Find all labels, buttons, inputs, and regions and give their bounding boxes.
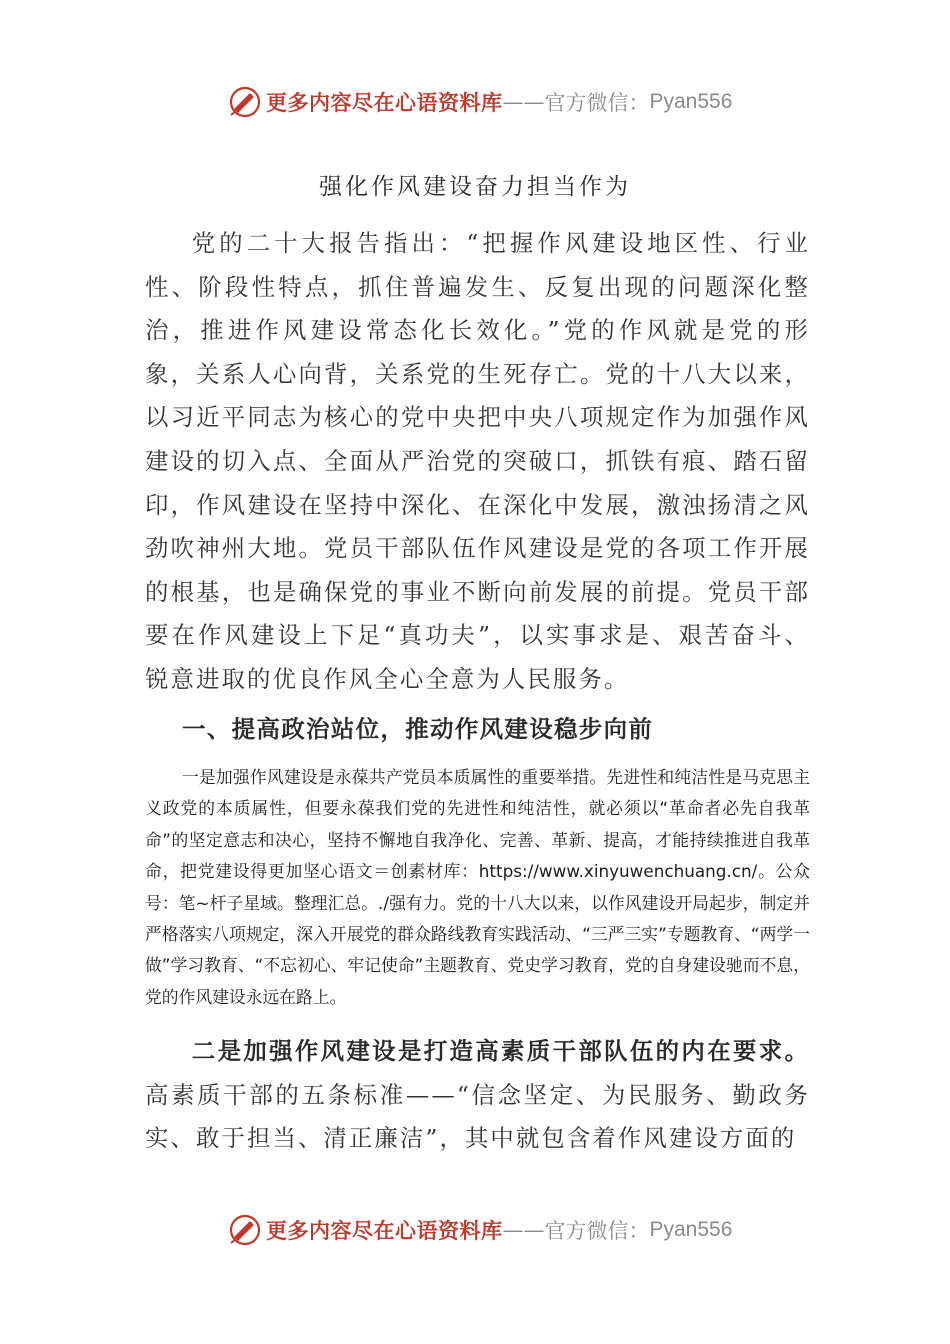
pen-logo-icon: [228, 1213, 262, 1247]
watermark-text: 更多内容尽在心语资料库: [266, 1218, 503, 1243]
watermark-dash: ——: [502, 1218, 545, 1242]
watermark-banner-top: [228, 82, 732, 122]
watermark-text: 更多内容尽在心语资料库: [266, 90, 503, 115]
intro-paragraph: 党的二十大报告指出：“把握作风建设地区性、行业性、阶段性特点，抓住普遍发生、反复出现的问题深化整治，推进作风建设常态化长效化。”党的作风就是党的形象，关系人心向背，关系党的生死存亡。党的十八大以来，以习近平同志为核心的党中央把中央八项规定作为加强作风建设的切入点、全面从严治党的突破口，抓铁有痕、踏石留印，作风建设在坚持中深化、在深化中发展，激浊扬清之风劲吹神州大地。党员干部队伍作风建设是党的各项工作开展的根基，也是确保党的事业不断向前发展的前提。党员干部要在作风建设上下足“真功夫”，以实事求是、艰苦奋斗、锐意进取的优良作风全心全意为人民服务。: [145, 229, 810, 693]
document-title: 强化作风建设奋力担当作为: [319, 174, 631, 200]
watermark-id: Pyan556: [649, 1218, 733, 1241]
section-paragraph-2: [145, 1030, 810, 1161]
paragraph-continuation: 高素质干部的五条标准——“信念坚定、为民服务、勤政务实、敢于担当、清正廉洁”，其中就包含着作风建设方面的: [145, 1080, 810, 1153]
section-paragraph-1: 一是加强作风建设是永葆共产党员本质属性的重要举措。先进性和纯洁性是马克思主义政党的本质属性，但要永葆我们党的先进性和纯洁性，就必须以“革命者必先自我革命”的坚定意志和决心，坚持不懈地自我净化、完善、革新、提高，才能持续推进自我革命，把党建设得更加坚心语文＝创素材库：https://www.xinyuwenchuang.cn/。公众号：笔~杆子星域。整理汇总。./强有力。党的十八大以来，以作风建设开局起步，制定并严格落实八项规定，深入开展党的群众路线教育实践活动、“三严三实”专题教育、“两学一做”学习教育、“不忘初心、牢记使命”主题教育、党史学习教育，党的自身建设驰而不息，党的作风建设永远在路上。: [145, 767, 810, 1007]
paragraph-lead-sentence: 二是加强作风建设是打造高素质干部队伍的内在要求。: [191, 1037, 810, 1065]
pen-logo-icon: [228, 85, 262, 119]
watermark-id: Pyan556: [649, 90, 733, 113]
watermark-banner-bottom: [228, 1210, 732, 1250]
section-heading: 一、提高政治站位，推动作风建设稳步向前: [182, 715, 654, 743]
watermark-label: 官方微信：: [544, 91, 650, 115]
watermark-label: 官方微信：: [544, 1219, 650, 1243]
watermark-dash: ——: [502, 90, 545, 114]
